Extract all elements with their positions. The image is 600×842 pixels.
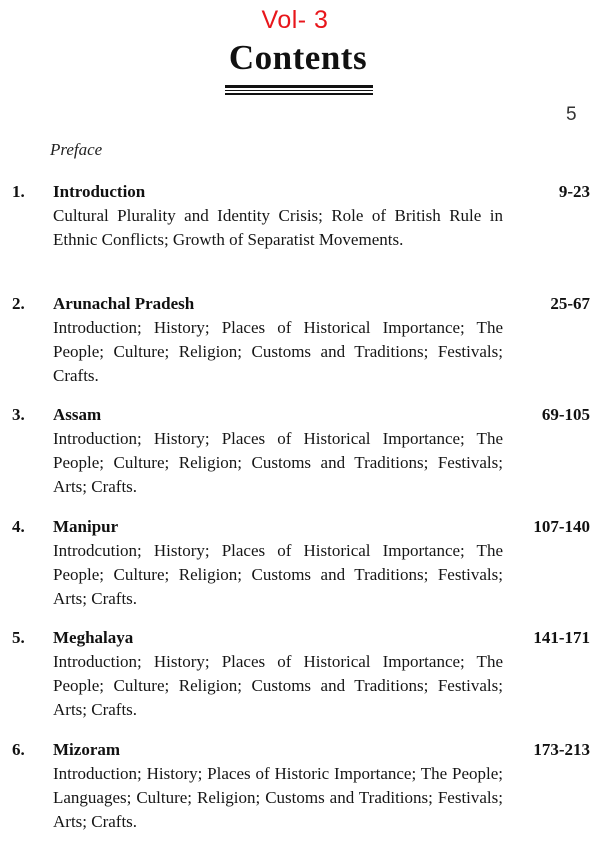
entry-pages: 25-67 bbox=[550, 294, 590, 313]
entry-description: Introduction; History; Places of Historical Importance; The People; Culture; Religion; Customs and Traditions; Festivals; Arts; Crafts. bbox=[53, 652, 503, 719]
title-rule-bottom bbox=[225, 93, 373, 95]
entry-number: 2. bbox=[12, 294, 25, 313]
entry-description: Introdcution; History; Places of Historical Importance; The People; Culture; Religion; Customs and Traditions; Festivals; Arts; Crafts. bbox=[53, 541, 503, 608]
preface-page-number: 5 bbox=[566, 104, 577, 125]
entry-title: Manipur bbox=[53, 517, 119, 536]
entry-title: Arunachal Pradesh bbox=[53, 294, 195, 313]
entry-pages: 173-213 bbox=[533, 740, 590, 759]
entry-title: Assam bbox=[53, 405, 102, 424]
entry-description: Introduction; History; Places of Historical Importance; The People; Culture; Religion; Customs and Traditions; Festivals; Crafts. bbox=[53, 318, 503, 385]
entry-pages: 9-23 bbox=[558, 182, 590, 201]
entry-title: Mizoram bbox=[53, 740, 121, 759]
preface-label: Preface bbox=[50, 140, 103, 159]
entry-pages: 107-140 bbox=[533, 517, 590, 536]
page-title: Contents bbox=[228, 38, 368, 77]
entry-number: 5. bbox=[12, 628, 25, 647]
entry-number: 3. bbox=[12, 405, 25, 424]
entry-description: Introduction; History; Places of Historic Importance; The People; Languages; Culture; Religion; Customs and Traditions; Festivals; Arts; Crafts. bbox=[53, 764, 503, 831]
volume-label: Vol- 3 bbox=[261, 6, 329, 34]
entry-title: Introduction bbox=[53, 182, 146, 201]
entry-description: Cultural Plurality and Identity Crisis; Role of British Rule in Ethnic Conflicts; Growth of Separatist Movements. bbox=[53, 206, 503, 249]
entry-title: Meghalaya bbox=[53, 628, 134, 647]
entry-pages: 69-105 bbox=[541, 405, 590, 424]
title-rule-top bbox=[225, 85, 373, 88]
entry-number: 4. bbox=[12, 517, 25, 536]
title-rule-middle bbox=[225, 90, 373, 91]
entry-number: 6. bbox=[12, 740, 25, 759]
entry-number: 1. bbox=[12, 182, 25, 201]
entry-pages: 141-171 bbox=[533, 628, 590, 647]
entry-description: Introduction; History; Places of Historical Importance; The People; Culture; Religion; Customs and Traditions; Festivals; Arts; Crafts. bbox=[53, 429, 503, 496]
